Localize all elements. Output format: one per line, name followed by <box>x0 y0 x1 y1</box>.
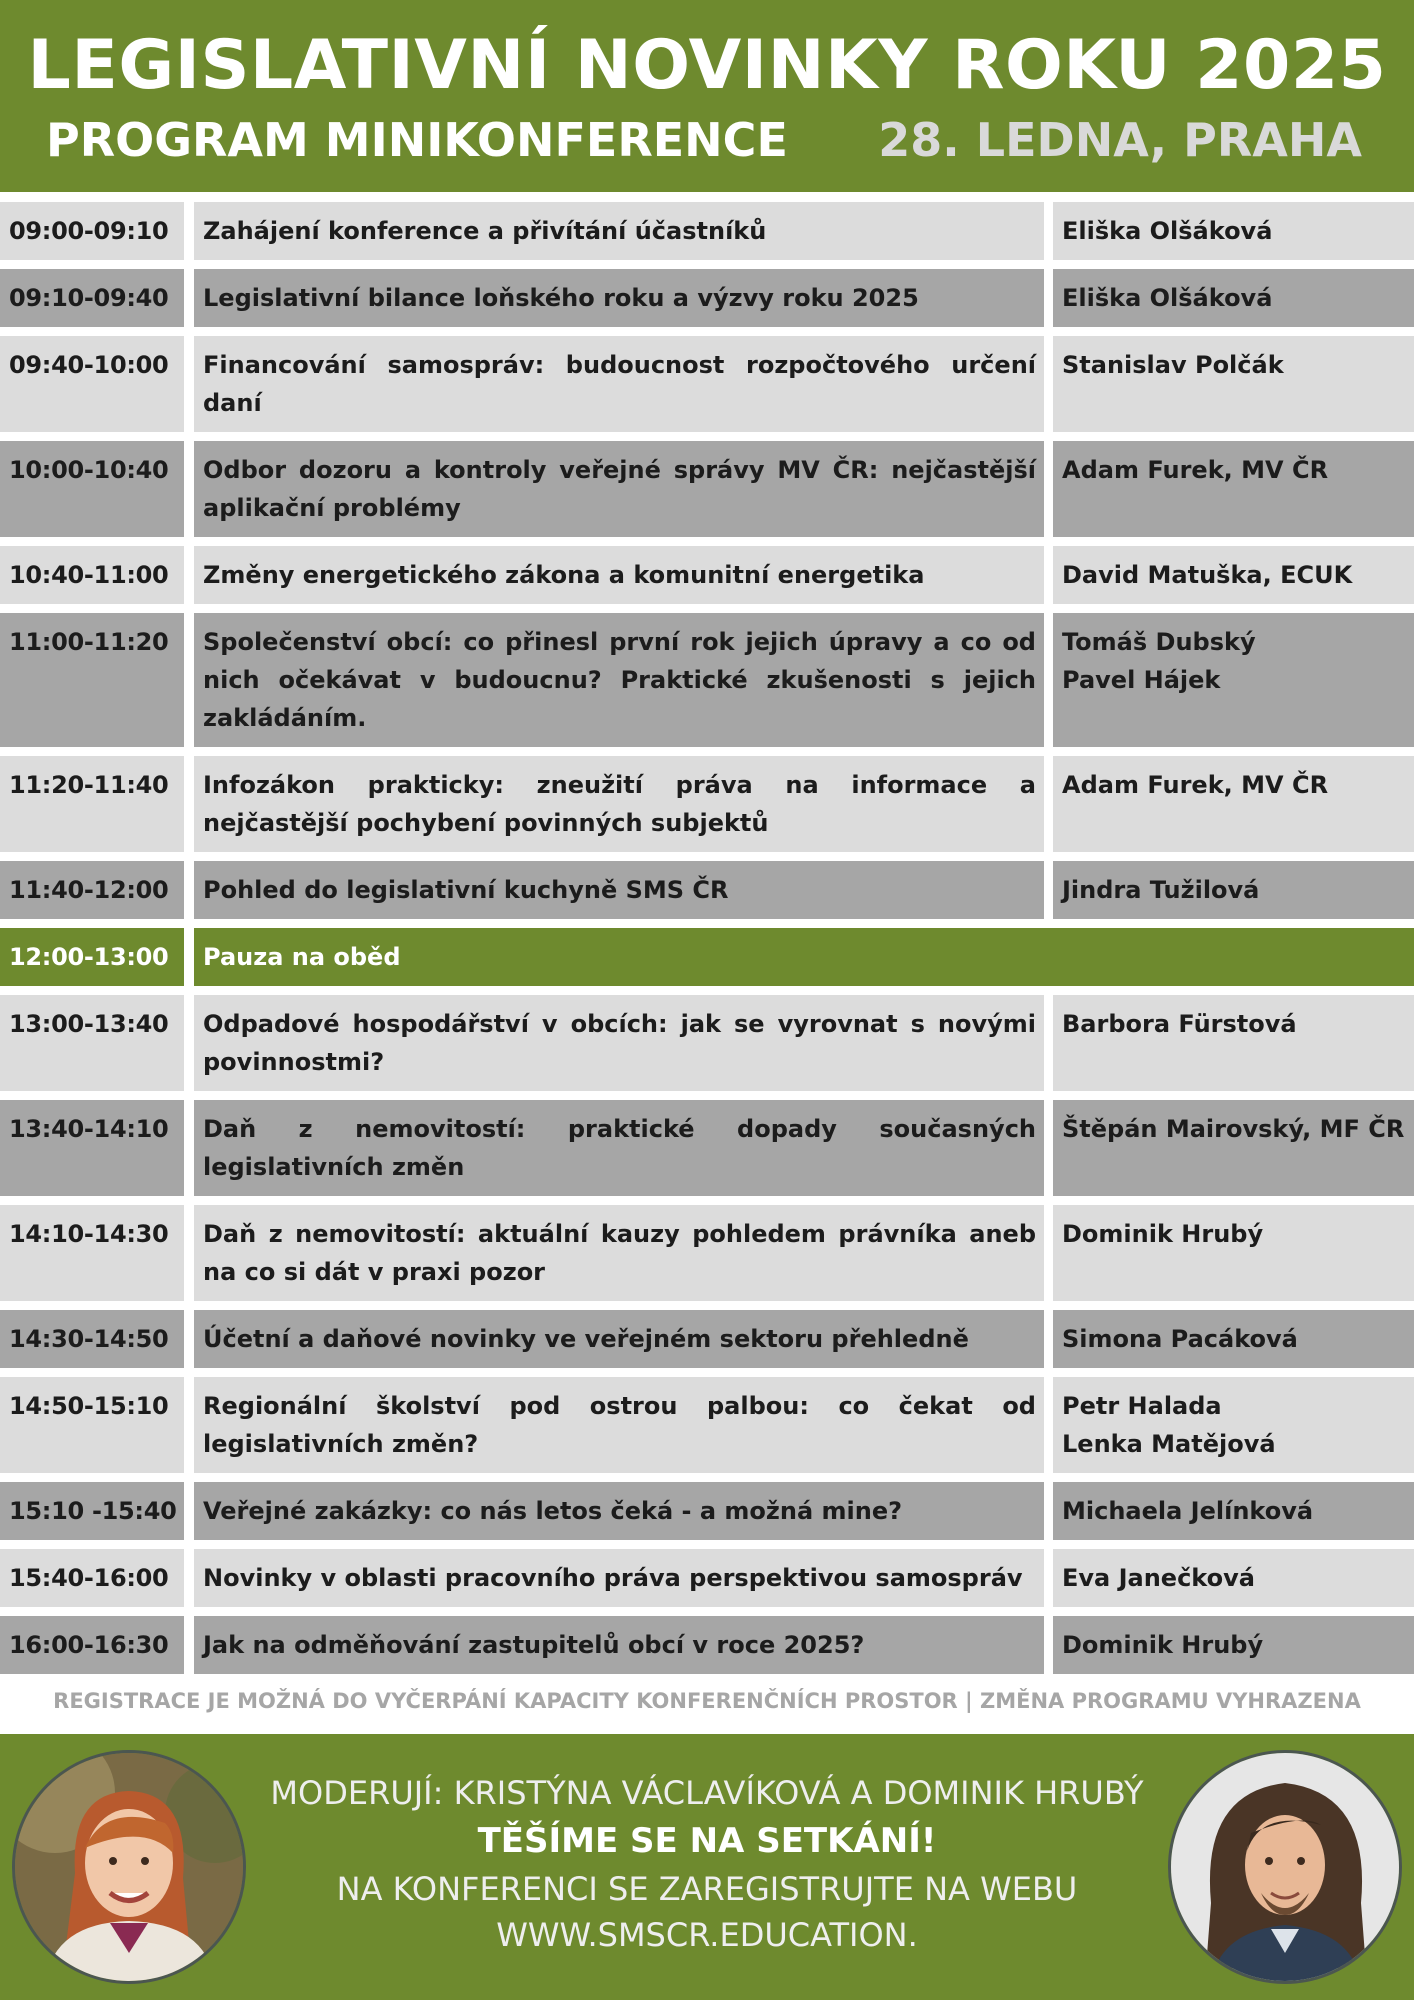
time-cell: 11:20-11:40 <box>0 756 184 852</box>
schedule-row <box>0 269 1414 327</box>
speaker-cell: Jindra Tužilová <box>1053 861 1414 919</box>
topic-cell: Daň z nemovitostí: aktuální kauzy pohledem právníka aneb na co si dát v praxi pozor <box>194 1205 1044 1301</box>
topic-cell: Novinky v oblasti pracovního práva perspektivou samospráv <box>194 1549 1044 1607</box>
topic-cell: Změny energetického zákona a komunitní energetika <box>194 546 1044 604</box>
event-date: 28. LEDNA, PRAHA <box>878 113 1362 167</box>
topic-cell: Odbor dozoru a kontroly veřejné správy MV ČR: nejčastější aplikační problémy <box>194 441 1044 537</box>
time-cell: 09:10-09:40 <box>0 269 184 327</box>
topic-cell: Infozákon prakticky: zneužití práva na informace a nejčastější pochybení povinných subjektů <box>194 756 1044 852</box>
time-cell: 16:00-16:30 <box>0 1616 184 1674</box>
speaker-cell: Barbora Fürstová <box>1053 995 1414 1091</box>
footer-banner <box>0 1734 1414 2000</box>
topic-cell: Pohled do legislativní kuchyně SMS ČR <box>194 861 1044 919</box>
time-cell: 10:00-10:40 <box>0 441 184 537</box>
registration-note: REGISTRACE JE MOŽNÁ DO VYČERPÁNÍ KAPACITY KONFERENČNÍCH PROSTOR | ZMĚNA PROGRAMU VYHRAZENA <box>53 1689 1361 1713</box>
speaker-cell <box>1053 1377 1414 1473</box>
speaker-cell <box>1053 613 1414 747</box>
speaker-cell: Eva Janečková <box>1053 1549 1414 1607</box>
speaker-cell: Adam Furek, MV ČR <box>1053 756 1414 852</box>
schedule-row <box>0 1549 1414 1607</box>
time-cell: 09:00-09:10 <box>0 202 184 260</box>
time-cell: 15:40-16:00 <box>0 1549 184 1607</box>
topic-cell: Účetní a daňové novinky ve veřejném sektoru přehledně <box>194 1310 1044 1368</box>
time-cell: 11:00-11:20 <box>0 613 184 747</box>
schedule-row <box>0 546 1414 604</box>
time-cell: 11:40-12:00 <box>0 861 184 919</box>
time-cell: 10:40-11:00 <box>0 546 184 604</box>
time-cell: 09:40-10:00 <box>0 336 184 432</box>
speaker-name: Petr Halada <box>1062 1392 1222 1420</box>
schedule-row <box>0 1100 1414 1196</box>
schedule-row <box>0 1482 1414 1540</box>
speaker-name: Pavel Hájek <box>1062 666 1221 694</box>
lunch-break-row <box>0 928 1414 986</box>
speaker-name: Tomáš Dubský <box>1062 628 1256 656</box>
moderator-photo-female <box>12 1750 246 1984</box>
topic-cell: Daň z nemovitostí: praktické dopady současných legislativních změn <box>194 1100 1044 1196</box>
speaker-cell: Stanislav Polčák <box>1053 336 1414 432</box>
topic-cell: Pauza na oběd <box>194 928 1414 986</box>
speaker-cell: Štěpán Mairovský, MF ČR <box>1053 1100 1414 1196</box>
topic-cell: Zahájení konference a přivítání účastníků <box>194 202 1044 260</box>
schedule-row <box>0 202 1414 260</box>
time-cell: 15:10 -15:40 <box>0 1482 184 1540</box>
time-cell: 14:50-15:10 <box>0 1377 184 1473</box>
time-cell: 14:10-14:30 <box>0 1205 184 1301</box>
schedule-row <box>0 756 1414 852</box>
header-banner <box>0 0 1414 192</box>
footer-text <box>260 1770 1154 1958</box>
topic-cell: Legislativní bilance loňského roku a výzvy roku 2025 <box>194 269 1044 327</box>
speaker-cell: Simona Pacáková <box>1053 1310 1414 1368</box>
schedule-row <box>0 1616 1414 1674</box>
schedule-row <box>0 1205 1414 1301</box>
greeting-line: TĚŠÍME SE NA SETKÁNÍ! <box>477 1821 937 1861</box>
topic-cell: Společenství obcí: co přinesl první rok jejich úpravy a co od nich očekávat v budoucnu? Praktické zkušenosti s jejich zakládáním. <box>194 613 1044 747</box>
register-line: NA KONFERENCI SE ZAREGISTRUJTE NA WEBU <box>336 1870 1078 1908</box>
website-link[interactable]: WWW.SMSCR.EDUCATION. <box>496 1916 918 1954</box>
speaker-cell: Adam Furek, MV ČR <box>1053 441 1414 537</box>
topic-cell: Jak na odměňování zastupitelů obcí v roce 2025? <box>194 1616 1044 1674</box>
topic-cell: Financování samospráv: budoucnost rozpočtového určení daní <box>194 336 1044 432</box>
time-cell: 14:30-14:50 <box>0 1310 184 1368</box>
schedule-row <box>0 336 1414 432</box>
moderators-line: MODERUJÍ: KRISTÝNA VÁCLAVÍKOVÁ A DOMINIK HRUBÝ <box>270 1774 1144 1812</box>
schedule-row <box>0 861 1414 919</box>
time-cell: 12:00-13:00 <box>0 928 184 986</box>
speaker-cell: Eliška Olšáková <box>1053 269 1414 327</box>
schedule-table <box>0 202 1414 1683</box>
speaker-cell: David Matuška, ECUK <box>1053 546 1414 604</box>
time-cell: 13:40-14:10 <box>0 1100 184 1196</box>
schedule-row <box>0 441 1414 537</box>
schedule-row <box>0 1377 1414 1473</box>
topic-cell: Regionální školství pod ostrou palbou: co čekat od legislativních změn? <box>194 1377 1044 1473</box>
page-subtitle: PROGRAM MINIKONFERENCE <box>46 113 788 167</box>
speaker-cell: Dominik Hrubý <box>1053 1205 1414 1301</box>
speaker-cell: Eliška Olšáková <box>1053 202 1414 260</box>
page-title: LEGISLATIVNÍ NOVINKY ROKU 2025 <box>27 26 1387 105</box>
speaker-cell: Michaela Jelínková <box>1053 1482 1414 1540</box>
topic-cell: Veřejné zakázky: co nás letos čeká - a možná mine? <box>194 1482 1044 1540</box>
speaker-cell: Dominik Hrubý <box>1053 1616 1414 1674</box>
speaker-name: Lenka Matějová <box>1062 1430 1276 1458</box>
schedule-row <box>0 613 1414 747</box>
schedule-row <box>0 1310 1414 1368</box>
schedule-row <box>0 995 1414 1091</box>
moderator-photo-male <box>1168 1750 1402 1984</box>
time-cell: 13:00-13:40 <box>0 995 184 1091</box>
topic-cell: Odpadové hospodářství v obcích: jak se vyrovnat s novými povinnostmi? <box>194 995 1044 1091</box>
